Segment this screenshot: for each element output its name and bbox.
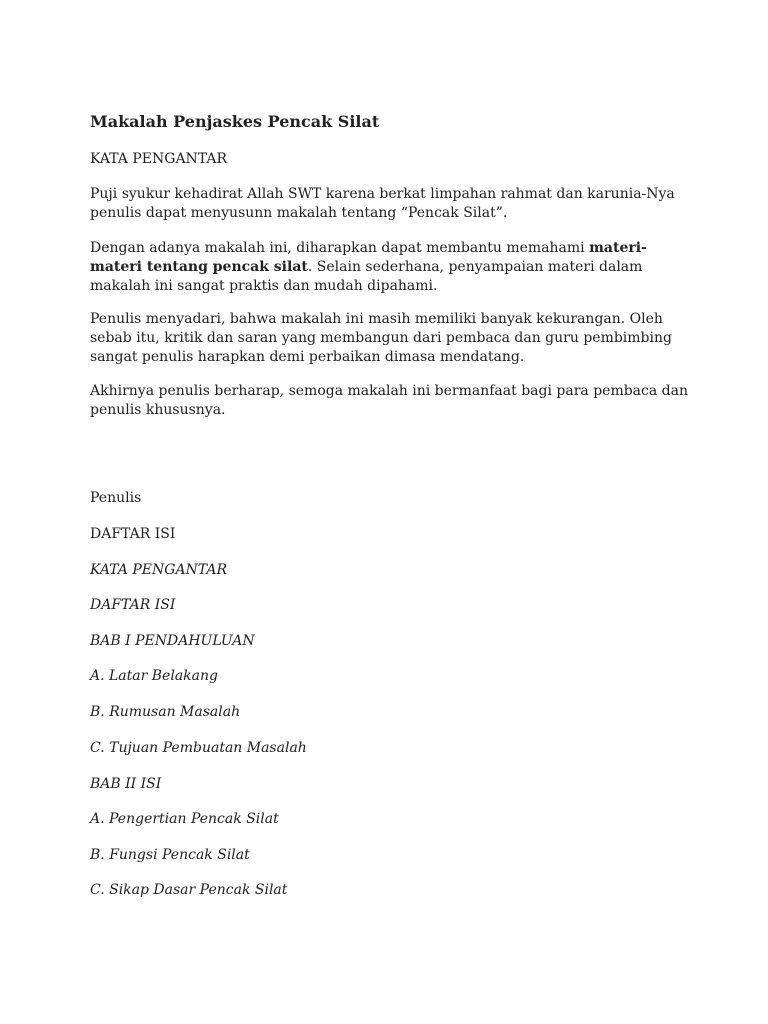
paragraph-purpose-bold: materi-materi tentang pencak silat (90, 240, 647, 275)
toc-item: DAFTAR ISI (90, 597, 176, 613)
signature-penulis: Penulis (90, 490, 142, 506)
heading-kata-pengantar: KATA PENGANTAR (90, 151, 228, 167)
toc-item: C. Tujuan Pembuatan Masalah (90, 740, 307, 756)
toc-item: BAB II ISI (90, 776, 162, 792)
paragraph-closing: Akhirnya penulis berharap, semoga makalah ini bermanfaat bagi para pembaca dan penulis khususnya. (90, 383, 688, 418)
heading-daftar-isi: DAFTAR ISI (90, 526, 176, 542)
toc-item: A. Latar Belakang (90, 668, 218, 684)
toc-item: B. Fungsi Pencak Silat (90, 847, 250, 863)
toc-item: KATA PENGANTAR (90, 562, 228, 578)
paragraph-purpose-text-1: Dengan adanya makalah ini, diharapkan dapat membantu memahami (90, 240, 590, 256)
document-title: Makalah Penjaskes Pencak Silat (90, 112, 380, 131)
toc-item: BAB I PENDAHULUAN (90, 633, 255, 649)
toc-item: A. Pengertian Pencak Silat (90, 811, 279, 827)
toc-item: B. Rumusan Masalah (90, 704, 241, 720)
paragraph-shortcomings: Penulis menyadari, bahwa makalah ini masih memiliki banyak kekurangan. Oleh sebab itu, kritik dan saran yang membangun dari pembaca dan guru pembimbing sangat penulis harapkan demi perbaikan dimasa mendatang. (90, 311, 672, 365)
paragraph-purpose-text-2: . Selain sederhana, penyampaian materi dalam makalah ini sangat praktis dan mudah dipahami. (90, 259, 643, 294)
toc-item: C. Sikap Dasar Pencak Silat (90, 882, 288, 898)
paragraph-intro: Puji syukur kehadirat Allah SWT karena berkat limpahan rahmat dan karunia-Nya penulis dapat menyusunn makalah tentang “Pencak Silat”. (90, 186, 675, 221)
paragraph-purpose (90, 239, 690, 296)
